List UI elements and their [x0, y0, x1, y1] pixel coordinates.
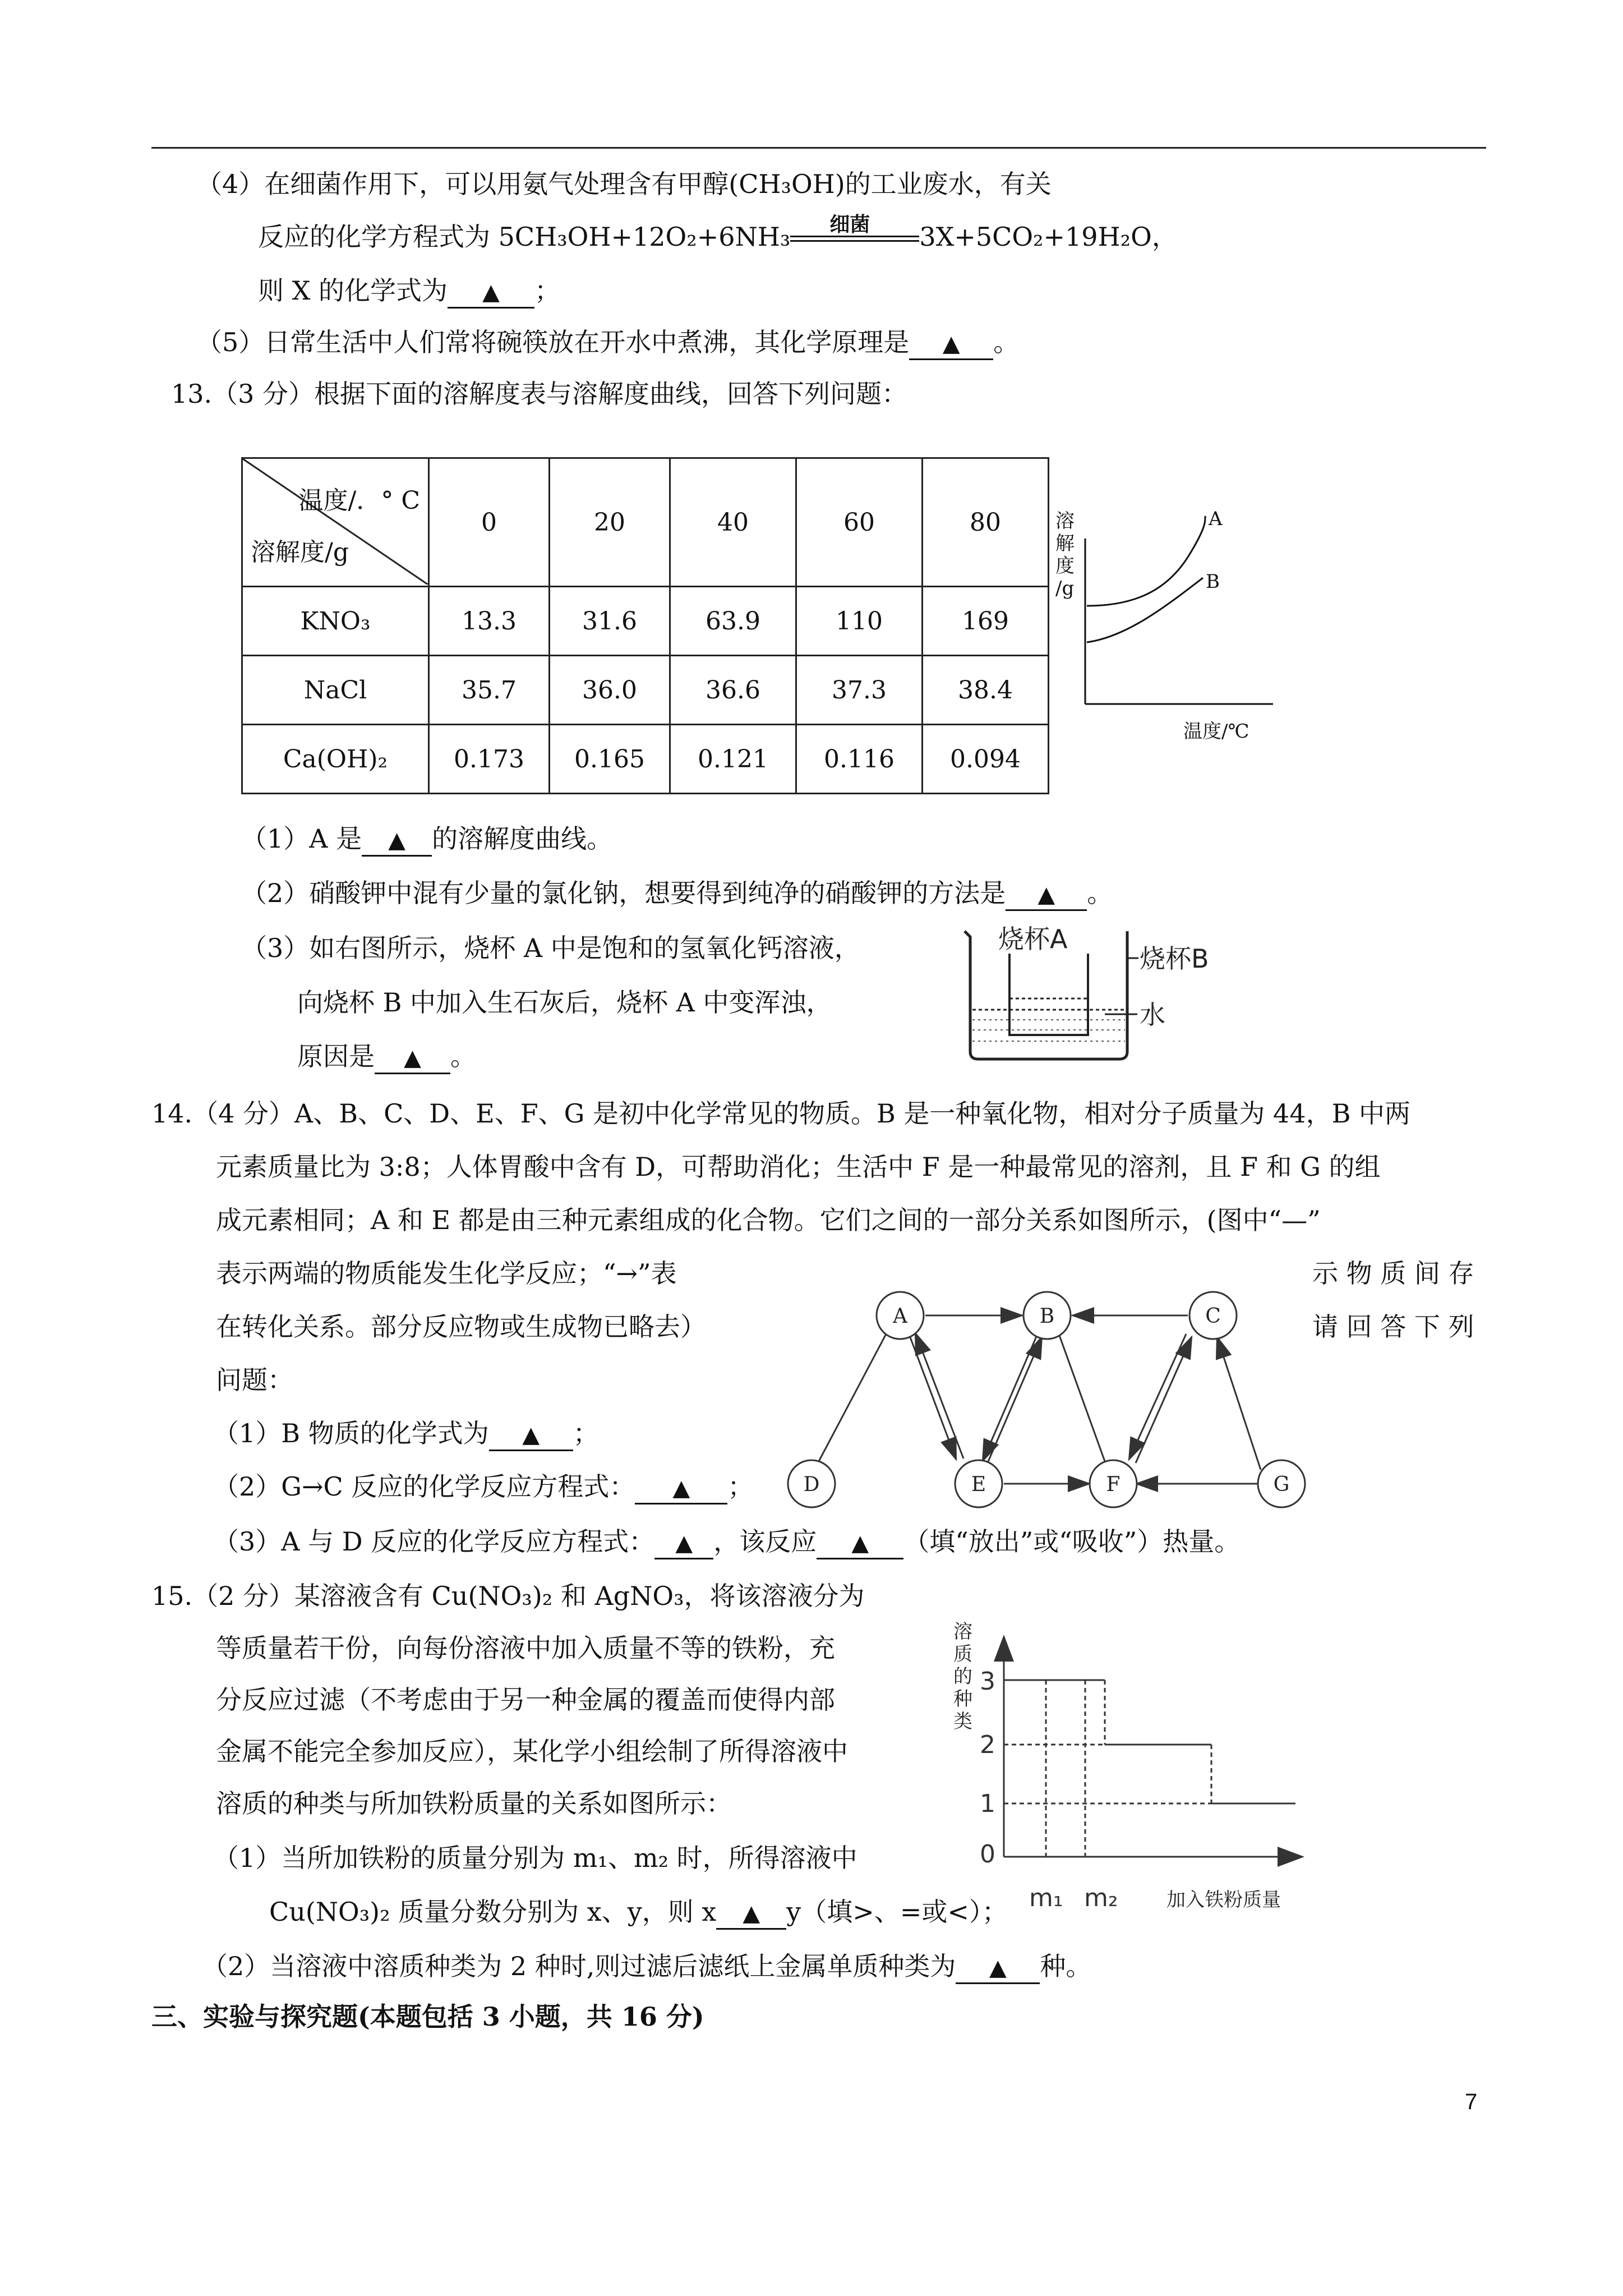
label-beaker-a: 烧杯A [998, 924, 1068, 954]
q14-sub2-prompt: （2）G→C 反应的化学反应方程式： [213, 1471, 635, 1502]
reaction-condition: 细菌 [829, 213, 870, 236]
triangle-icon: ▲ [672, 1475, 690, 1501]
q13-sub3-prompt: 原因是 [297, 1041, 375, 1071]
value-cell: 37.3 [796, 656, 923, 725]
node-label: C [1205, 1305, 1221, 1328]
q14-line6: 问题： [216, 1365, 293, 1395]
q15-sub2-suffix: 种。 [1040, 1951, 1092, 1981]
answer-blank[interactable] [956, 1952, 1040, 1984]
q15-sub1-line1: （1）当所加铁粉的质量分别为 m₁、m₂ 时，所得溶液中 [213, 1843, 857, 1873]
y-tick-label: 2 [980, 1731, 995, 1759]
value-cell: 36.6 [670, 656, 796, 725]
solubility-curve-chart [1043, 494, 1290, 763]
q14-line5-right: 请 回 答 下 列 [1312, 1312, 1474, 1342]
q13-sub2 [241, 876, 1113, 911]
q13-sub1 [241, 822, 612, 857]
triangle-icon: ▲ [482, 279, 500, 305]
q12-part4-prompt: 则 X 的化学式为 [258, 275, 448, 306]
answer-blank[interactable] [654, 1527, 713, 1559]
triangle-icon: ▲ [942, 331, 960, 357]
m2-label: m₂ [1084, 1884, 1118, 1912]
solubility-table [241, 457, 1049, 794]
ylabel-char: 溶 [1055, 510, 1075, 532]
value-cell: 38.4 [923, 656, 1049, 725]
value-cell: 63.9 [670, 587, 796, 656]
q15-line4: 金属不能完全参加反应），某化学小组绘制了所得溶液中 [216, 1736, 848, 1766]
punctuation: ； [534, 275, 560, 306]
punctuation: 。 [450, 1041, 476, 1071]
q14-line4-right: 示 物 质 间 存 [1312, 1258, 1474, 1289]
value-cell: 31.6 [550, 587, 670, 656]
value-cell: 0.094 [923, 725, 1049, 794]
label-beaker-b: 烧杯B [1140, 944, 1209, 974]
q13-title: 13.（3 分）根据下面的溶解度表与溶解度曲线，回答下列问题： [171, 379, 908, 409]
value-cell: 0.121 [670, 725, 796, 794]
answer-blank[interactable] [635, 1472, 727, 1504]
table-header-row [242, 458, 1049, 587]
value-cell: 36.0 [550, 656, 670, 725]
temp-cell: 40 [670, 458, 796, 587]
substance-cell: Ca(OH)₂ [242, 725, 429, 794]
value-cell: 0.116 [796, 725, 923, 794]
triangle-icon: ▲ [1038, 882, 1055, 908]
curve-b [1087, 578, 1203, 642]
q13-sub3-line2: 向烧杯 B 中加入生石灰后，烧杯 A 中变浑浊， [297, 987, 832, 1018]
answer-blank[interactable] [1006, 878, 1087, 911]
triangle-icon: ▲ [989, 1955, 1007, 1981]
temp-cell: 60 [796, 458, 923, 587]
q14-sub3-prompt: （3）A 与 D 反应的化学反应方程式： [213, 1526, 655, 1557]
value-cell: 35.7 [429, 656, 550, 725]
node-label: A [893, 1305, 907, 1328]
triangle-icon: ▲ [522, 1422, 540, 1448]
ylabel-char: 种 [953, 1688, 972, 1710]
arrow-a-to-e [909, 1333, 956, 1460]
diagonal-header-cell [242, 458, 429, 587]
table-row [242, 656, 1049, 725]
answer-blank[interactable] [909, 328, 993, 360]
y-tick-label: 1 [980, 1789, 995, 1818]
punctuation: ； [573, 1418, 599, 1448]
q12-part5-prompt: （5）日常生活中人们常将碗筷放在开水中煮沸，其化学原理是 [196, 327, 910, 357]
temp-cell: 20 [550, 458, 670, 587]
q13-sub3-line1: （3）如右图所示，烧杯 A 中是饱和的氢氧化钙溶液， [241, 933, 860, 963]
ylabel-char: 解 [1055, 532, 1075, 555]
q15-line5: 溶质的种类与所加铁粉质量的关系如图所示： [216, 1788, 732, 1819]
node-label: G [1273, 1473, 1290, 1496]
q12-part4-line3 [258, 274, 560, 309]
arrow-e-to-b [987, 1337, 1042, 1464]
punctuation: ； [727, 1471, 754, 1502]
q15-sub1-line2 [269, 1895, 1008, 1930]
node-label: B [1039, 1305, 1055, 1328]
page-number: 7 [1465, 2090, 1478, 2114]
header-temperature: 温度/．° C [298, 486, 420, 515]
answer-blank[interactable] [489, 1419, 573, 1451]
y-tick-label: 3 [980, 1667, 995, 1696]
q12-part4-equation [258, 213, 1178, 254]
ylabel-char: 溶 [953, 1621, 972, 1643]
q14-sub2 [213, 1470, 753, 1504]
curve-label-a: A [1209, 508, 1223, 530]
x-axis-label: 加入铁粉质量 [1166, 1889, 1281, 1911]
section-heading: 三、实验与探究题(本题包括 3 小题，共 16 分) [151, 2001, 704, 2032]
curve-a [1087, 516, 1206, 606]
q14-line5-left: 在转化关系。部分反应物或生成物已略去） [216, 1312, 706, 1342]
table-row [242, 587, 1049, 656]
q14-sub1-prompt: （1）B 物质的化学式为 [213, 1418, 489, 1448]
answer-blank[interactable] [362, 824, 432, 857]
value-cell: 0.173 [429, 725, 550, 794]
temp-cell: 80 [923, 458, 1049, 587]
q15-line2: 等质量若干份，向每份溶液中加入质量不等的铁粉，充 [216, 1633, 835, 1663]
triangle-icon: ▲ [675, 1530, 693, 1556]
beaker-figure [948, 920, 1211, 1066]
punctuation: 。 [993, 327, 1020, 357]
arrow-g-to-c [1217, 1337, 1261, 1470]
ylabel-char: 度 [1055, 555, 1075, 577]
ylabel-char: 类 [953, 1710, 972, 1733]
q15-line3: 分反应过滤（不考虑由于另一种金属的覆盖而使得内部 [216, 1685, 835, 1715]
punctuation: 。 [1087, 878, 1113, 908]
substance-cell: KNO₃ [242, 587, 429, 656]
q14-line4-left: 表示两端的物质能发生化学反应；“→”表 [216, 1258, 677, 1289]
q14-line3: 成元素相同；A 和 E 都是由三种元素组成的化合物。它们之间的一部分关系如图所示，(图中“—” [216, 1205, 1321, 1235]
ylabel-char: 质 [953, 1643, 972, 1665]
q14-sub1 [213, 1416, 599, 1451]
header-rule [151, 147, 1486, 149]
value-cell: 169 [923, 587, 1049, 656]
table-row [242, 725, 1049, 794]
q15-sub1-prompt: Cu(NO₃)₂ 质量分数分别为 x、y，则 x [269, 1897, 717, 1927]
value-cell: 13.3 [429, 587, 550, 656]
q14-sub3-mid: ，该反应 [713, 1526, 817, 1557]
q13-sub2-prompt: （2）硝酸钾中混有少量的氯化钠，想要得到纯净的硝酸钾的方法是 [241, 878, 1006, 908]
q14-sub3-suffix: （填“放出”或“吸收”）热量。 [903, 1526, 1241, 1557]
answer-blank[interactable] [448, 276, 534, 309]
q13-sub1-prompt: （1）A 是 [241, 823, 362, 854]
beaker-a-outline [1009, 954, 1088, 1035]
solute-type-chart [942, 1616, 1335, 1930]
ylabel-char: 的 [953, 1665, 972, 1688]
q12-part5 [196, 325, 1019, 360]
answer-blank[interactable] [716, 1897, 786, 1930]
q15-sub2-prompt: （2）当溶液中溶质种类为 2 种时,则过滤后滤纸上金属单质种类为 [202, 1951, 956, 1981]
q15-sub2 [202, 1949, 1091, 1984]
q12-part4-line1: （4）在细菌作用下，可以用氨气处理含有甲醇(CH₃OH)的工业废水，有关 [196, 169, 1052, 199]
arrow-e-to-a [915, 1333, 963, 1458]
label-water: 水 [1140, 1000, 1165, 1030]
node-label: D [803, 1473, 820, 1496]
arrow-c-to-f [1129, 1334, 1186, 1460]
temp-cell: 0 [429, 458, 550, 587]
q14-line1: 14.（4 分）A、B、C、D、E、F、G 是初中化学常见的物质。B 是一种氧化物，相对分子质量为 44，B 中两 [151, 1098, 1411, 1129]
q13-sub3-line3 [297, 1039, 476, 1074]
x-axis-label: 温度/℃ [1183, 720, 1249, 743]
triangle-icon: ▲ [851, 1530, 869, 1556]
value-cell: 0.165 [550, 725, 670, 794]
substance-cell: NaCl [242, 656, 429, 725]
arrow-b-to-e [983, 1334, 1038, 1461]
q13-sub1-suffix: 的溶解度曲线。 [432, 823, 613, 854]
arrow-f-to-c [1136, 1337, 1192, 1463]
node-label: E [971, 1473, 986, 1496]
header-solubility: 溶解度/g [251, 538, 349, 567]
relationship-diagram [774, 1262, 1307, 1543]
ylabel-char: /g [1055, 577, 1075, 600]
equation-left: 反应的化学方程式为 5CH₃OH+12O₂+6NH₃ [258, 222, 791, 252]
node-label: F [1106, 1473, 1121, 1496]
q15-sub1-suffix: y（填>、=或<）； [786, 1897, 1008, 1927]
curve-label-b: B [1206, 570, 1220, 593]
edge-a-d [819, 1334, 886, 1461]
answer-blank[interactable] [375, 1042, 450, 1074]
triangle-icon: ▲ [743, 1901, 760, 1926]
q14-line2: 元素质量比为 3:8；人体胃酸中含有 D，可帮助消化；生活中 F 是一种最常见的溶剂，且 F 和 G 的组 [216, 1152, 1381, 1182]
value-cell: 110 [796, 587, 923, 656]
triangle-icon: ▲ [404, 1045, 421, 1071]
m1-label: m₁ [1029, 1884, 1063, 1912]
edge-b-f [1059, 1334, 1105, 1461]
reaction-arrow [790, 213, 919, 250]
triangle-icon: ▲ [388, 827, 405, 853]
equation-right: 3X+5CO₂+19H₂O， [919, 222, 1178, 252]
y-tick-label: 0 [980, 1840, 995, 1869]
q15-line1: 15.（2 分）某溶液含有 Cu(NO₃)₂ 和 AgNO₃，将该溶液分为 [151, 1581, 865, 1611]
